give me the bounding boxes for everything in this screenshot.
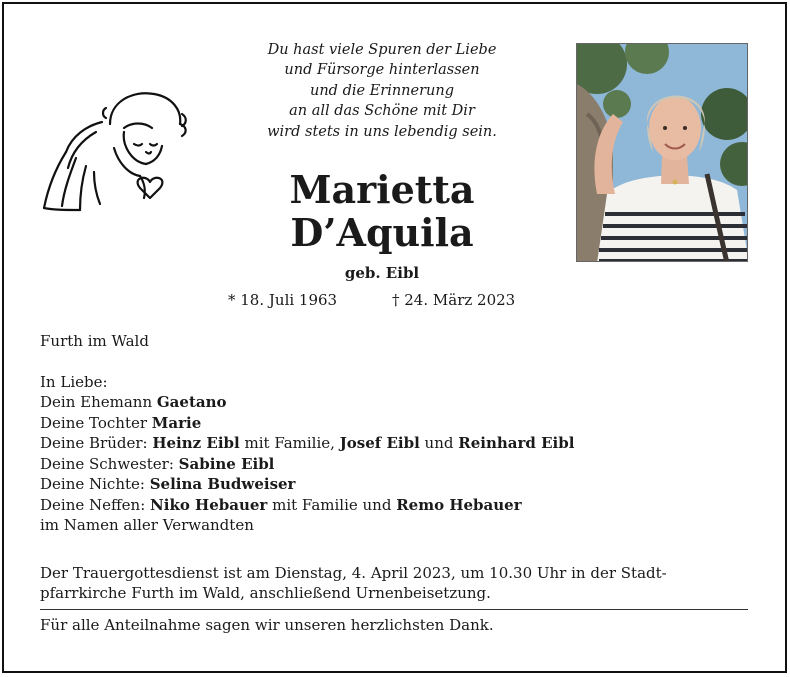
birth-date: * 18. Juli 1963 [228,291,338,309]
portrait-photo [576,43,748,262]
connector-text: und [419,434,459,452]
service-info: Der Trauergottesdienst ist am Dienstag, 4. April 2023, um 10.30 Uhr in der Stadtpfarrkirche Furth im Wald, anschließend Urnenbeisetzung. [40,564,667,603]
first-name: Marietta [289,167,475,212]
relation-label: Deine Tochter [40,414,152,432]
poem [232,40,532,142]
family-line-sister [40,454,274,474]
family-line-niece [40,474,295,494]
last-name: D’Aquila [290,210,474,255]
thanks-note: Für alle Anteilnahme sagen wir unseren herzlichsten Dank. [40,616,494,634]
family-line-daughter [40,413,201,433]
relative-name: Niko Hebauer [150,496,268,514]
relative-name: Heinz Eibl [152,434,240,452]
relative-name: Reinhard Eibl [458,434,575,452]
relative-name: Marie [151,414,202,432]
relative-name: Gaetano [156,393,227,411]
poem-line: Du hast viele Spuren der Liebe [267,42,497,58]
place: Furth im Wald [40,332,149,350]
relation-label: Deine Brüder: [40,434,153,452]
family-closing: im Namen aller Verwandten [40,516,254,534]
family-line-nephews [40,495,522,515]
divider [40,609,748,610]
relative-name: Sabine Eibl [178,455,275,473]
relation-label: Deine Schwester: [40,455,179,473]
poem-line: und Fürsorge hinterlassen [284,62,480,79]
poem-line: an all das Schöne mit Dir [289,103,475,120]
family-line-husband [40,392,227,412]
family-intro: In Liebe: [40,373,108,391]
connector-text: mit Familie, [239,434,340,452]
family-line-brothers [40,433,574,453]
poem-line: und die Erinnerung [310,82,454,99]
deceased-name [232,168,532,254]
connector-text: mit Familie und [267,496,397,514]
angel-illustration [36,88,194,216]
poem-line: wird stets in uns lebendig sein. [267,123,497,140]
relative-name: Selina Budweiser [149,475,296,493]
relation-label: Dein Ehemann [40,393,157,411]
relation-label: Deine Nichte: [40,475,150,493]
relation-label: Deine Neffen: [40,496,151,514]
relative-name: Remo Hebauer [396,496,522,514]
death-date: † 24. März 2023 [392,291,516,309]
birth-name: geb. Eibl [344,264,420,282]
relative-name: Josef Eibl [339,434,420,452]
